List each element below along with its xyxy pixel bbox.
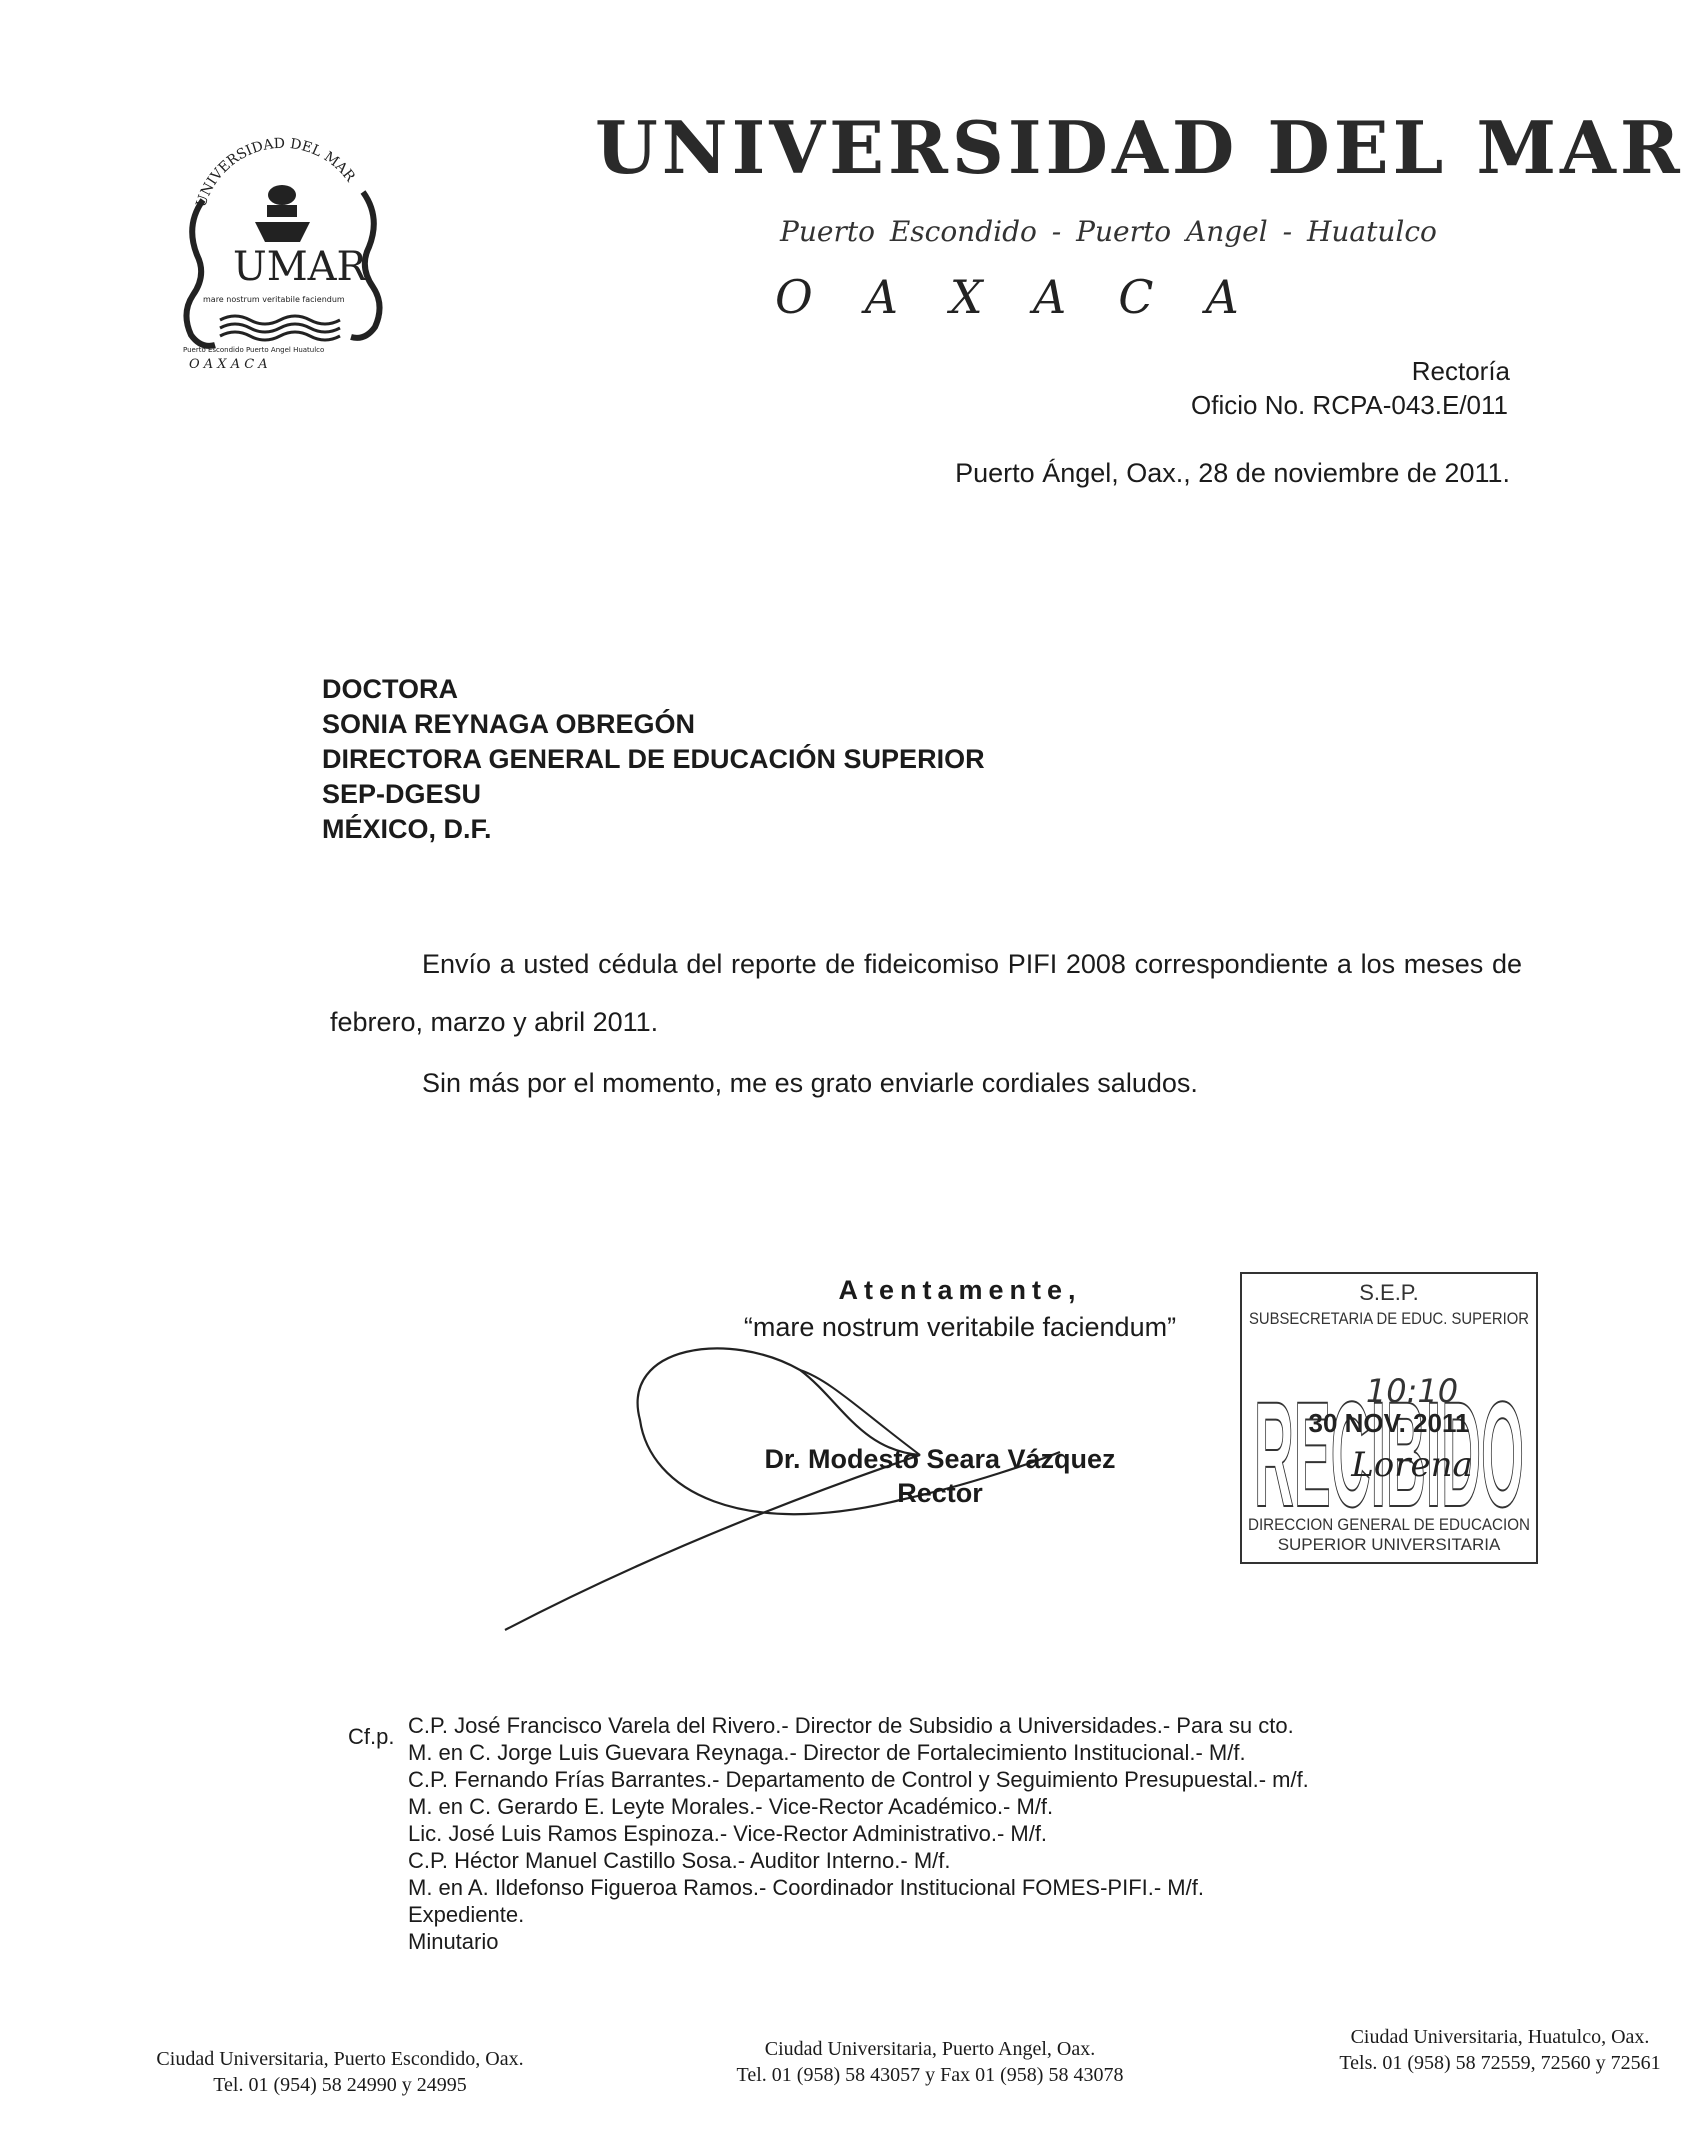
footer-campus-puerto-angel (710, 2036, 1150, 2088)
campus-list: Puerto Escondido - Puerto Angel - Huatulco (780, 215, 1437, 248)
footer-phone: Tels. 01 (958) 58 72559, 72560 y 72561 (1339, 2052, 1661, 2074)
footer-campus-huatulco (1310, 2024, 1690, 2076)
place-date: Puerto Ángel, Oax., 28 de noviembre de 2011. (955, 458, 1510, 488)
footer-address: Ciudad Universitaria, Huatulco, Oax. (1350, 2026, 1650, 2048)
body-paragraph: Sin más por el momento, me es grato enviarle cordiales saludos. (422, 1068, 1198, 1098)
university-name: UNIVERSIDAD DEL MAR (595, 105, 1684, 190)
addressee-city: MÉXICO, D.F. (322, 814, 492, 844)
addressee-name: SONIA REYNAGA OBREGÓN (322, 709, 696, 739)
cc-recipient: M. en A. Ildefonso Figueroa Ramos.- Coordinador Institucional FOMES-PIFI.- M/f. (408, 1875, 1204, 1900)
cc-list (408, 1712, 1309, 1955)
svg-text:S.E.P.: S.E.P. (1359, 1280, 1419, 1305)
footer-campus-puerto-escondido (130, 2046, 550, 2098)
cc-recipient: Expediente. (408, 1902, 525, 1927)
body-paragraph: Envío a usted cédula del reporte de fideicomiso PIFI 2008 correspondiente a los meses de febrero, marzo y abril 2011. (330, 949, 1522, 1037)
addressee-office: SEP-DGESU (322, 779, 482, 809)
footer-phone: Tel. 01 (954) 58 24990 y 24995 (213, 2074, 467, 2096)
svg-text:Lorena: Lorena (1351, 1445, 1473, 1485)
closing-block (690, 1275, 1230, 1343)
svg-text:30 NOV. 2011: 30 NOV. 2011 (1308, 1408, 1470, 1438)
state-name: OAXACA (775, 270, 1291, 324)
cc-recipient: C.P. Fernando Frías Barrantes.- Departamento de Control y Seguimiento Presupuestal.- m/f. (408, 1767, 1309, 1792)
signer-name: Dr. Modesto Seara Vázquez (764, 1444, 1116, 1474)
footer-phone: Tel. 01 (958) 58 43057 y Fax 01 (958) 58 43078 (736, 2064, 1124, 2086)
cc-recipient: Minutario (408, 1929, 499, 1954)
received-stamp (1240, 1272, 1538, 1564)
cc-recipient: M. en C. Gerardo E. Leyte Morales.- Vice-Rector Académico.- M/f. (408, 1794, 1054, 1819)
svg-text:SUBSECRETARIA DE EDUC. SUPERIO: SUBSECRETARIA DE EDUC. SUPERIOR (1249, 1309, 1529, 1328)
cc-recipient: C.P. José Francisco Varela del Rivero.- Director de Subsidio a Universidades.- Para su cto. (408, 1713, 1294, 1738)
cc-recipient: C.P. Héctor Manuel Castillo Sosa.- Auditor Interno.- M/f. (408, 1848, 951, 1873)
signer-block (720, 1442, 1160, 1510)
signer-title: Rector (897, 1478, 983, 1508)
svg-text:UMAR: UMAR (233, 244, 367, 290)
svg-text:mare nostrum veritabile facien: mare nostrum veritabile faciendum (203, 295, 345, 304)
oficio-number: Oficio No. RCPA-043.E/011 (1191, 390, 1508, 420)
footer-address: Ciudad Universitaria, Puerto Angel, Oax. (764, 2038, 1096, 2060)
svg-text:RECIBIDO: RECIBIDO (1254, 1370, 1524, 1538)
svg-text:O A X A C A: O A X A C A (189, 357, 268, 370)
cc-recipient: M. en C. Jorge Luis Guevara Reynaga.- Director de Fortalecimiento Institucional.- M/f. (408, 1740, 1246, 1765)
svg-text:DIRECCION GENERAL DE EDUCACION: DIRECCION GENERAL DE EDUCACION (1248, 1515, 1530, 1534)
addressee-title: DOCTORA (322, 674, 459, 704)
stamp-graphic (1242, 1274, 1536, 1562)
cc-recipient: Lic. José Luis Ramos Espinoza.- Vice-Rector Administrativo.- M/f. (408, 1821, 1048, 1846)
department-label: Rectoría (1411, 356, 1510, 386)
addressee-block (322, 672, 985, 847)
cc-label: Cf.p. (348, 1724, 395, 1749)
closing-motto: “mare nostrum veritabile faciendum” (743, 1312, 1177, 1342)
svg-text:10:10: 10:10 (1365, 1372, 1459, 1410)
svg-text:SUPERIOR UNIVERSITARIA: SUPERIOR UNIVERSITARIA (1277, 1535, 1501, 1554)
footer-address: Ciudad Universitaria, Puerto Escondido, Oax. (156, 2048, 524, 2070)
university-logo (175, 130, 390, 370)
svg-text:UNIVERSIDAD DEL MAR: UNIVERSIDAD DEL MAR (193, 135, 358, 210)
svg-text:Puerto Escondido Puerto Ange: Puerto Escondido Puerto Angel Huatulco (183, 346, 325, 354)
addressee-position: DIRECTORA GENERAL DE EDUCACIÓN SUPERIOR (322, 744, 985, 774)
closing-salutation: Atentamente, (838, 1275, 1082, 1305)
